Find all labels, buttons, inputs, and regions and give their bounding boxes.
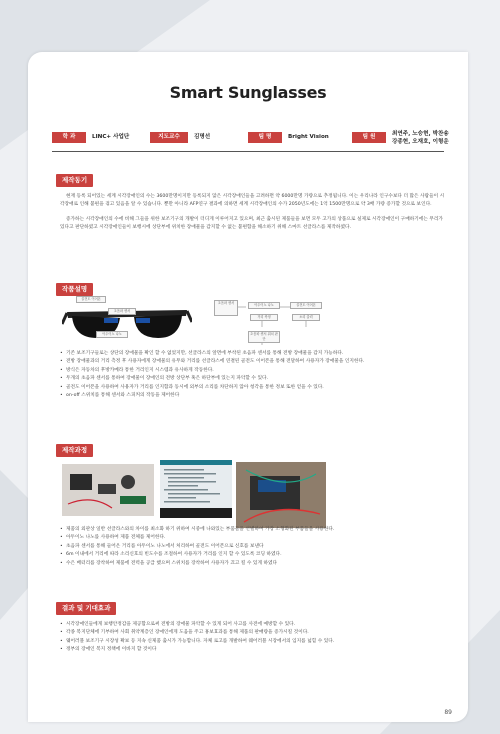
list-item: • 전방 장애물과의 거리 측정 후 사용자에게 장애물의 유무와 거리를 선글라스에 연결된 골전도 이어폰을 통해 전달하여 사용자가 장애물을 인지한다. <box>60 358 446 366</box>
list-item: • 초음파 센서를 통해 들어온 거리를 아두이노 나노에서 처리하여 골전도 이어폰으로 신호를 보낸다 <box>60 543 446 551</box>
list-item: • 웨어러블 보조기구 시장성 확보 등 지속 신제품 출시가 가능합니다. 자체 로고를 개발하여 웨어러블 시장에서의 입지를 넓힐 수 있다. <box>60 638 446 646</box>
list-item: • 시각장애인들에게 보행안정감을 제공함으로써 전방의 장애물 파악할 수 있게 되어 사고를 사전에 예방할 수 있다. <box>60 621 446 629</box>
advisor-value: 김명선 <box>194 134 211 140</box>
list-item: • on-off 스위치를 통해 센서와 스피커의 작동을 제어한다 <box>60 392 446 400</box>
team-value: Bright Vision <box>288 134 329 140</box>
advisor-label: 지도교수 <box>150 132 188 143</box>
flow-box-earphone: 골전도 이어폰 <box>290 302 322 309</box>
list-item: • 정부의 장애인 복지 정책에 이바지 할 것이다 <box>60 646 446 654</box>
list-item: • 수은 배터리를 장착하여 제품에 전력을 공급 했으며 스위치를 장착하여 사용자가 끄고 킬 수 있게 하였다 <box>60 560 446 568</box>
flow-box-distance: 거리 측정 <box>250 314 278 321</box>
label-arduino-nano: 아두이노 나노 <box>96 331 128 338</box>
page-title: Smart Sunglasses <box>169 83 327 102</box>
members-value <box>392 131 449 146</box>
motivation-text <box>60 193 446 239</box>
process-photo-parts <box>62 464 154 516</box>
results-list <box>60 621 446 655</box>
list-item: • 각종 복지단체에 기부하여 사회 취약계층인 장애인에게 도움을 주고 홍보효과를 통해 제품의 판매량을 증가시킬 것이다. <box>60 629 446 637</box>
poster-page <box>28 52 468 722</box>
dept-label: 학 과 <box>52 132 86 143</box>
members-line-2: 강종현, 오재호, 이형운 <box>392 138 449 145</box>
members-line-1: 최연주, 노승현, 박찬송 <box>392 131 449 137</box>
process-list <box>60 526 446 568</box>
process-photo-code <box>160 460 232 518</box>
list-item: • 두개의 초음파 센서를 통하여 장애물이 장애인의 전방 상단부 혹은 하단부에 있는지 파악할 수 있다. <box>60 375 446 383</box>
section-heading-process: 제작과정 <box>56 444 93 457</box>
section-heading-results: 결과 및 기대효과 <box>56 602 116 615</box>
list-item: • 방식은 자동차의 후방카메라 통한 거리인지 시스템과 유사하게 작동한다. <box>60 367 446 375</box>
motivation-paragraph: 증가하는 시각장애인의 수에 비해 그들을 위한 보조기구의 개발이 더디게 이루어지고 있으며, 최근 출시된 제품들을 보면 모두 고가의 상품으로 실제로 시각장애인이 구매하기에는 무리가 있다고 판단하였고 시각장애인들이 보행시에 상단부에 위치한 장애물을 감지할 수 없는 불편함을 해소하기 위해 스마트 선글라스를 제작하였다. <box>60 216 443 231</box>
motivation-paragraph: 현재 등록 되어있는 세계 시각장애인의 수는 3600만명이지만 등록되지 않은 시각장애인들을 고려하면 약 6000만명 가량으로 추정됩니다. 이는 우리나라 인구수보다 더 많은 사람들이 시각장애로 인해 불편을 겪고 있음을 알 수 있습니다. 뿐만 아니라 AFP연구 결과에 의하면 세계 시각장애인의 수가 2050년도에는 1억 1500만명으로 약 3배 가량 증가할 것으로 보인다. <box>60 194 445 208</box>
info-divider <box>52 151 444 152</box>
process-photo-board <box>236 462 326 528</box>
flow-box-arduino: 아두이노 나노 <box>248 302 280 309</box>
description-list <box>60 350 446 400</box>
list-item: • 6m 이내에서 거리에 따라 소리신호의 빈도수를 조절하여 사용자가 거리를 인지 할 수 있도록 코딩 하였다. <box>60 551 446 559</box>
list-item: • 제품의 외관상 일반 선글라스와의 차이를 최소화 하기 위하여 시중에 나와있는 부품들을 선별하여 가장 소형화된 부품들을 사용한다. <box>60 526 446 534</box>
section-heading-description: 작품설명 <box>56 283 93 296</box>
section-heading-motivation: 제작동기 <box>56 174 93 187</box>
label-ultrasonic-sensor: 초음파 센서 <box>108 308 136 315</box>
list-item: • 기존 보조기구들로는 상단의 장애물을 확인 할 수 없었지만, 선글라스의 앞면에 부착된 초음파 센서를 통해 전방 장애물을 감지 가능하다. <box>60 350 446 358</box>
list-item: • 아두이노 나노를 사용하여 제품 전체를 제어한다. <box>60 534 446 542</box>
page-number: 89 <box>444 709 452 716</box>
members-label: 팀 원 <box>352 132 386 143</box>
flow-box-sensor: 초음파 센서 <box>214 300 238 316</box>
label-bone-earphone: 골전도 이어폰 <box>76 296 106 303</box>
flow-box-sound: 소리 출력 <box>292 314 320 321</box>
flow-box-position: 초음파 센서 위치 판단 <box>248 331 280 343</box>
team-label: 팀 명 <box>248 132 282 143</box>
list-item: • 골전도 이어폰을 사용하여 사용자가 거리를 인지함과 동시에 외부의 소리를 차단하지 않아 청각을 통한 정보 또한 얻을 수 있다. <box>60 384 446 392</box>
dept-value: LINC+ 사업단 <box>92 134 130 140</box>
info-bar <box>52 132 450 152</box>
